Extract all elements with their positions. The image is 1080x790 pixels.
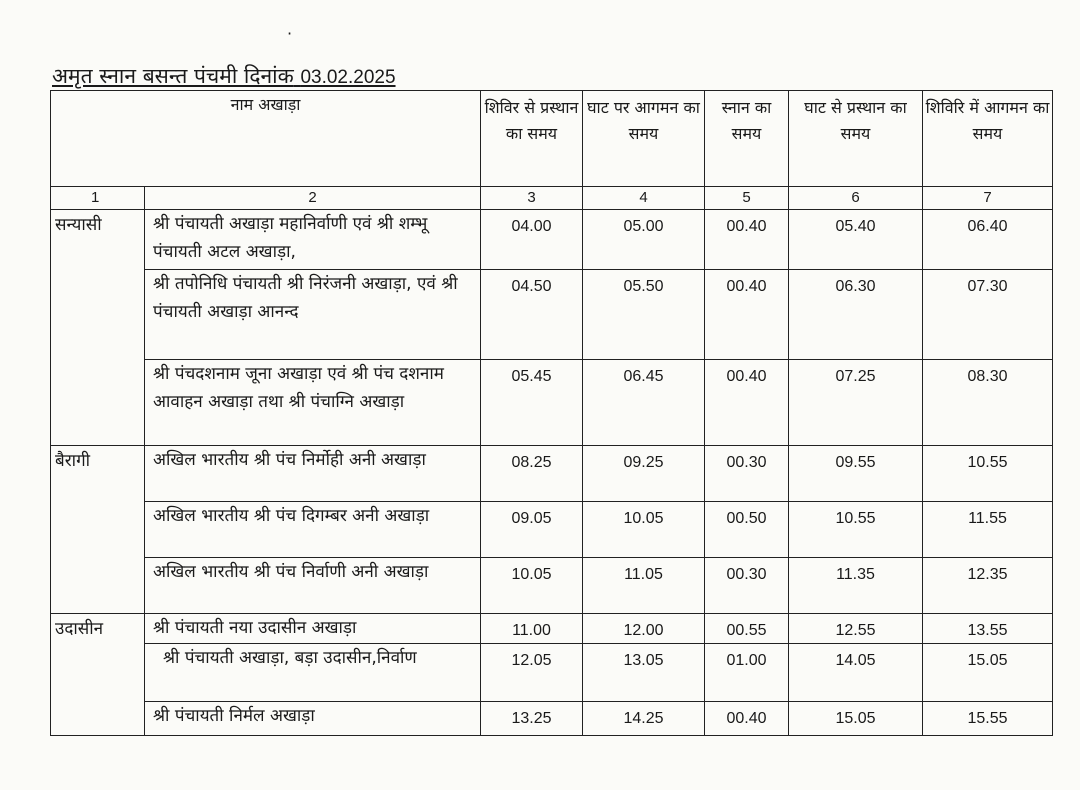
time-bath: 00.40 [705,270,789,360]
time-depart-ghat: 06.30 [789,270,923,360]
colnum-7: 7 [923,187,1053,210]
table-row [51,702,1053,736]
time-bath: 00.40 [705,210,789,270]
time-arrive-ghat: 13.05 [583,644,705,702]
colnum-2: 2 [145,187,481,210]
time-depart-ghat: 12.55 [789,614,923,644]
akhada-name: श्री पंचायती अखाड़ा महानिर्वाणी एवं श्री शम्भू पंचायती अटल अखाड़ा, [145,210,481,270]
time-arrive-camp: 11.55 [923,502,1053,558]
time-bath: 01.00 [705,644,789,702]
time-arrive-ghat: 14.25 [583,702,705,736]
title-text: अमृत स्नान बसन्त पंचमी दिनांक [52,64,294,88]
time-depart-camp: 09.05 [481,502,583,558]
time-depart-camp: 04.00 [481,210,583,270]
time-depart-camp: 11.00 [481,614,583,644]
time-arrive-camp: 10.55 [923,446,1053,502]
colnum-5: 5 [705,187,789,210]
akhada-name: श्री पंचायती अखाड़ा, बड़ा उदासीन,निर्वाण [145,644,481,702]
group-label: सन्यासी [51,210,145,446]
time-depart-camp: 05.45 [481,360,583,446]
time-depart-camp: 13.25 [481,702,583,736]
akhada-name: श्री पंचायती निर्मल अखाड़ा [145,702,481,736]
colnum-6: 6 [789,187,923,210]
time-arrive-ghat: 05.00 [583,210,705,270]
header-bath-time: स्नान का समय [705,91,789,187]
akhada-name: अखिल भारतीय श्री पंच निर्मोही अनी अखाड़ा [145,446,481,502]
time-depart-ghat: 09.55 [789,446,923,502]
time-bath: 00.30 [705,446,789,502]
time-depart-ghat: 15.05 [789,702,923,736]
time-arrive-ghat: 10.05 [583,502,705,558]
time-depart-ghat: 14.05 [789,644,923,702]
time-depart-camp: 12.05 [481,644,583,702]
time-arrive-ghat: 12.00 [583,614,705,644]
time-bath: 00.55 [705,614,789,644]
colnum-1: 1 [51,187,145,210]
colnum-3: 3 [481,187,583,210]
table-row [51,502,1053,558]
time-depart-camp: 04.50 [481,270,583,360]
table-row [51,270,1053,360]
table-row [51,446,1053,502]
akhada-name: अखिल भारतीय श्री पंच दिगम्बर अनी अखाड़ा [145,502,481,558]
time-depart-ghat: 07.25 [789,360,923,446]
schedule-table [50,90,1053,736]
header-arrive-camp: शिविरि में आगमन का समय [923,91,1053,187]
table-row [51,210,1053,270]
table-row [51,558,1053,614]
time-depart-ghat: 05.40 [789,210,923,270]
akhada-name: श्री पंचायती नया उदासीन अखाड़ा [145,614,481,644]
time-bath: 00.40 [705,360,789,446]
akhada-name: श्री पंचदशनाम जूना अखाड़ा एवं श्री पंच दशनाम आवाहन अखाड़ा तथा श्री पंचाग्नि अखाड़ा [145,360,481,446]
column-number-row [51,187,1053,210]
time-depart-ghat: 11.35 [789,558,923,614]
table-row [51,360,1053,446]
title-date: 03.02.2025 [300,67,396,88]
time-arrive-camp: 15.05 [923,644,1053,702]
table-row [51,614,1053,644]
header-akhada-name: नाम अखाड़ा [51,91,481,187]
colnum-4: 4 [583,187,705,210]
table-row [51,644,1053,702]
akhada-name: अखिल भारतीय श्री पंच निर्वाणी अनी अखाड़ा [145,558,481,614]
time-arrive-camp: 15.55 [923,702,1053,736]
time-bath: 00.50 [705,502,789,558]
time-arrive-ghat: 11.05 [583,558,705,614]
document-title [52,62,396,90]
time-arrive-camp: 13.55 [923,614,1053,644]
time-depart-camp: 10.05 [481,558,583,614]
time-arrive-ghat: 05.50 [583,270,705,360]
time-arrive-camp: 08.30 [923,360,1053,446]
time-arrive-camp: 06.40 [923,210,1053,270]
akhada-name: श्री तपोनिधि पंचायती श्री निरंजनी अखाड़ा, एवं श्री पंचायती अखाड़ा आनन्द [145,270,481,360]
time-arrive-ghat: 09.25 [583,446,705,502]
time-arrive-ghat: 06.45 [583,360,705,446]
time-arrive-camp: 12.35 [923,558,1053,614]
time-depart-camp: 08.25 [481,446,583,502]
time-bath: 00.30 [705,558,789,614]
header-depart-camp: शिविर से प्रस्थान का समय [481,91,583,187]
group-label: उदासीन [51,614,145,736]
header-arrive-ghat: घाट पर आगमन का समय [583,91,705,187]
time-depart-ghat: 10.55 [789,502,923,558]
time-bath: 00.40 [705,702,789,736]
stray-dot: · [287,24,293,43]
header-depart-ghat: घाट से प्रस्थान का समय [789,91,923,187]
group-label: बैरागी [51,446,145,614]
time-arrive-camp: 07.30 [923,270,1053,360]
